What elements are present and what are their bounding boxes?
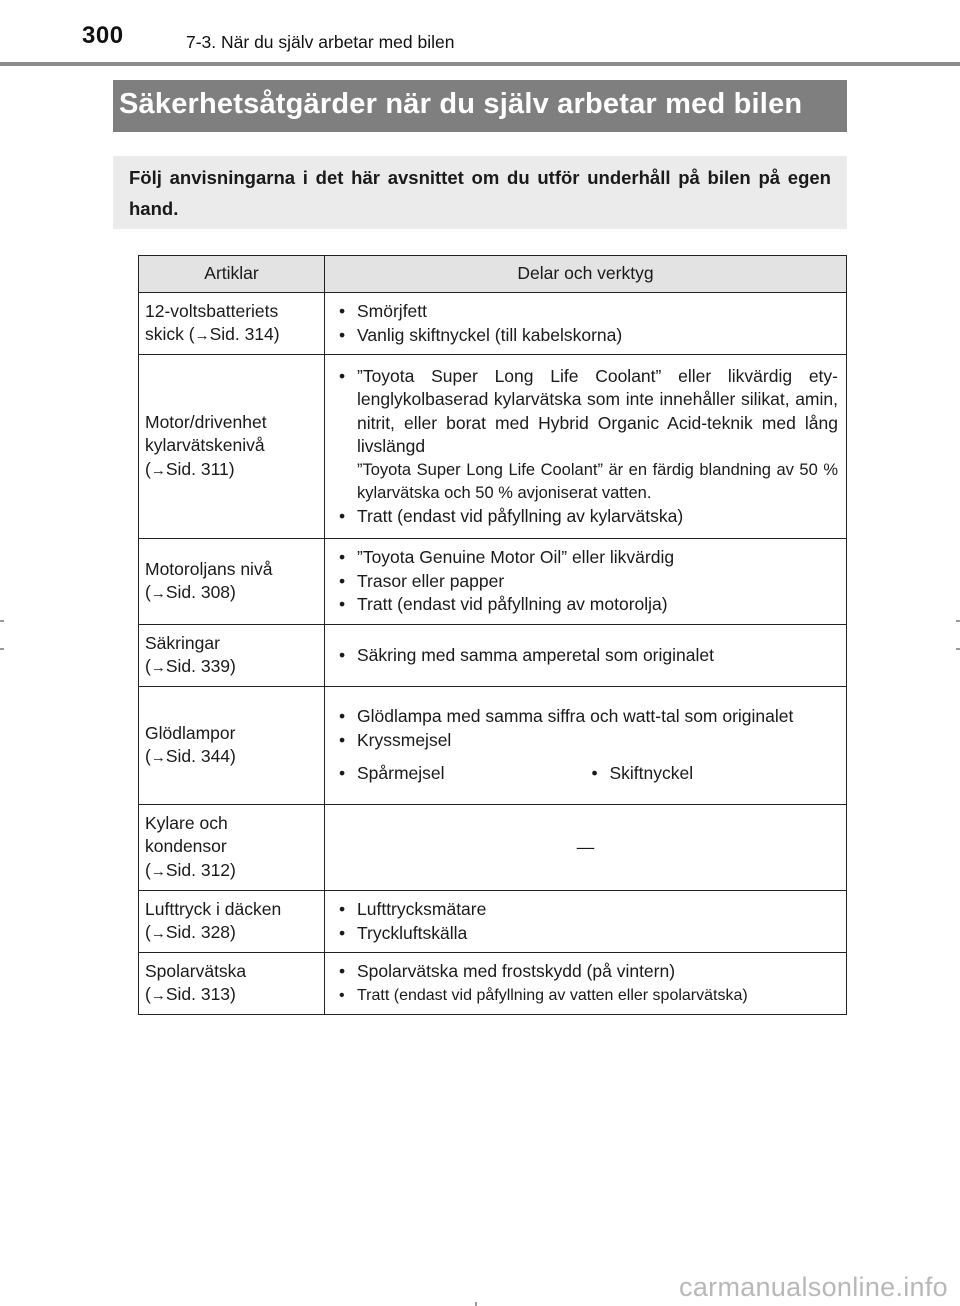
table-row xyxy=(139,891,847,953)
list-item: • Lufttrycksmätare xyxy=(333,898,838,922)
tools-cell-empty xyxy=(325,805,847,891)
list-item: • Trasor eller papper xyxy=(333,570,838,594)
crop-mark xyxy=(956,620,960,622)
arrow-icon: → xyxy=(150,461,166,479)
page-title: Säkerhetsåtgärder när du själv arbetar med bilen xyxy=(119,88,803,120)
tools-table xyxy=(138,255,847,1015)
list-item: • Säkring med samma amperetal som originalet xyxy=(333,644,838,668)
arrow-icon: → xyxy=(150,659,166,676)
arrow-icon: → xyxy=(150,987,166,1004)
list-item: • Smörjfett xyxy=(333,300,838,324)
column-header-tools: Delar och verktyg xyxy=(325,256,847,293)
page-reference: Sid. 344) xyxy=(165,746,236,766)
tools-cell xyxy=(325,687,847,805)
table-row xyxy=(139,805,847,891)
page-reference: Sid. 312) xyxy=(165,859,236,880)
page-reference: Sid. 308) xyxy=(165,582,236,602)
tools-cell xyxy=(325,293,847,355)
crop-mark xyxy=(0,648,4,650)
crop-mark xyxy=(475,1302,477,1306)
article-cell: Glödlampor (→Sid. 344) xyxy=(139,687,325,805)
article-cell: 12-voltsbatteriets skick (→Sid. 314) xyxy=(139,293,325,355)
crop-mark xyxy=(0,620,4,622)
list-item: • Tryckluftskälla xyxy=(333,922,838,946)
article-cell: Motoroljans nivå (→Sid. 308) xyxy=(139,539,325,625)
article-cell: Säkringar (→Sid. 339) xyxy=(139,625,325,687)
list-item: • Spårmejsel xyxy=(333,762,586,786)
header-rule xyxy=(0,62,960,66)
tools-cell xyxy=(325,539,847,625)
list-item: • ”Toyota Genuine Motor Oil” eller likvärdig xyxy=(333,546,838,570)
arrow-icon: → xyxy=(150,749,166,766)
table-row xyxy=(139,687,847,805)
tools-cell xyxy=(325,953,847,1015)
coolant-note: ”Toyota Super Long Life Coolant” är en färdig blandning av 50 % kylarvätska och 50 % avjoniserat vatten. xyxy=(357,460,838,502)
page-reference: Sid. 311) xyxy=(165,458,235,479)
page-header xyxy=(0,0,960,66)
arrow-icon: → xyxy=(150,862,166,880)
column-header-articles: Artiklar xyxy=(139,256,325,293)
intro-text: Följ anvisningarna i det här avsnittet om du utför underhåll på bilen på egen hand. xyxy=(129,167,831,219)
title-bar xyxy=(113,80,847,132)
list-item: • Spolarvätska med frostskydd (på vintern) xyxy=(333,960,838,984)
arrow-icon: → xyxy=(150,925,166,942)
list-item: • Tratt (endast vid påfyllning av motorolja) xyxy=(333,593,838,617)
list-item: • ”Toyota Super Long Life Coolant” eller likvärdig etylenglykolbaserad kylarvätska som inte innehåller silikat, amin, nitrit, eller borat med Hybrid Organic Acid-teknik med lång livslängd ”Toyota Super Long Life Coolant” är en färdig blandning av 50 % kylarvätska och 50 % avjoniserat vatten. xyxy=(333,365,838,505)
page-reference: Sid. 314) xyxy=(209,324,280,344)
article-cell: Kylare och kondensor (→Sid. 312) xyxy=(139,805,325,891)
article-cell: Spolarvätska (→Sid. 313) xyxy=(139,953,325,1015)
tools-cell xyxy=(325,891,847,953)
tools-cell xyxy=(325,625,847,687)
page-reference: Sid. 328) xyxy=(165,922,236,942)
tools-cell xyxy=(325,355,847,539)
section-title: 7-3. När du själv arbetar med bilen xyxy=(186,32,455,52)
article-cell: Motor/drivenhet kylarvätskenivå (→Sid. 311) xyxy=(139,355,325,539)
table-header-row xyxy=(139,256,847,293)
arrow-icon: → xyxy=(150,585,166,602)
table-row xyxy=(139,355,847,539)
list-item: • Kryssmejsel xyxy=(333,729,838,753)
arrow-icon: → xyxy=(194,327,210,344)
page-reference: Sid. 313) xyxy=(165,984,236,1004)
two-column-list xyxy=(333,762,838,786)
page-reference: Sid. 339) xyxy=(165,656,236,676)
list-item: • Tratt (endast vid påfyllning av vatten eller spolarvätska) xyxy=(333,984,838,1008)
list-item: • Vanlig skiftnyckel (till kabelskorna) xyxy=(333,324,838,348)
list-item: • Glödlampa med samma siffra och watt-tal som originalet xyxy=(333,705,838,729)
list-item: • Skiftnyckel xyxy=(586,762,839,786)
table-row xyxy=(139,953,847,1015)
page-number: 300 xyxy=(82,22,124,49)
table-row xyxy=(139,539,847,625)
em-dash: — xyxy=(576,836,595,857)
table-row xyxy=(139,625,847,687)
watermark: carmanualsonline.info xyxy=(679,1272,948,1302)
list-item: • Tratt (endast vid påfyllning av kylarvätska) xyxy=(333,505,838,529)
table-row xyxy=(139,293,847,355)
intro-box xyxy=(113,156,847,229)
crop-mark xyxy=(956,648,960,650)
article-cell: Lufttryck i däcken (→Sid. 328) xyxy=(139,891,325,953)
